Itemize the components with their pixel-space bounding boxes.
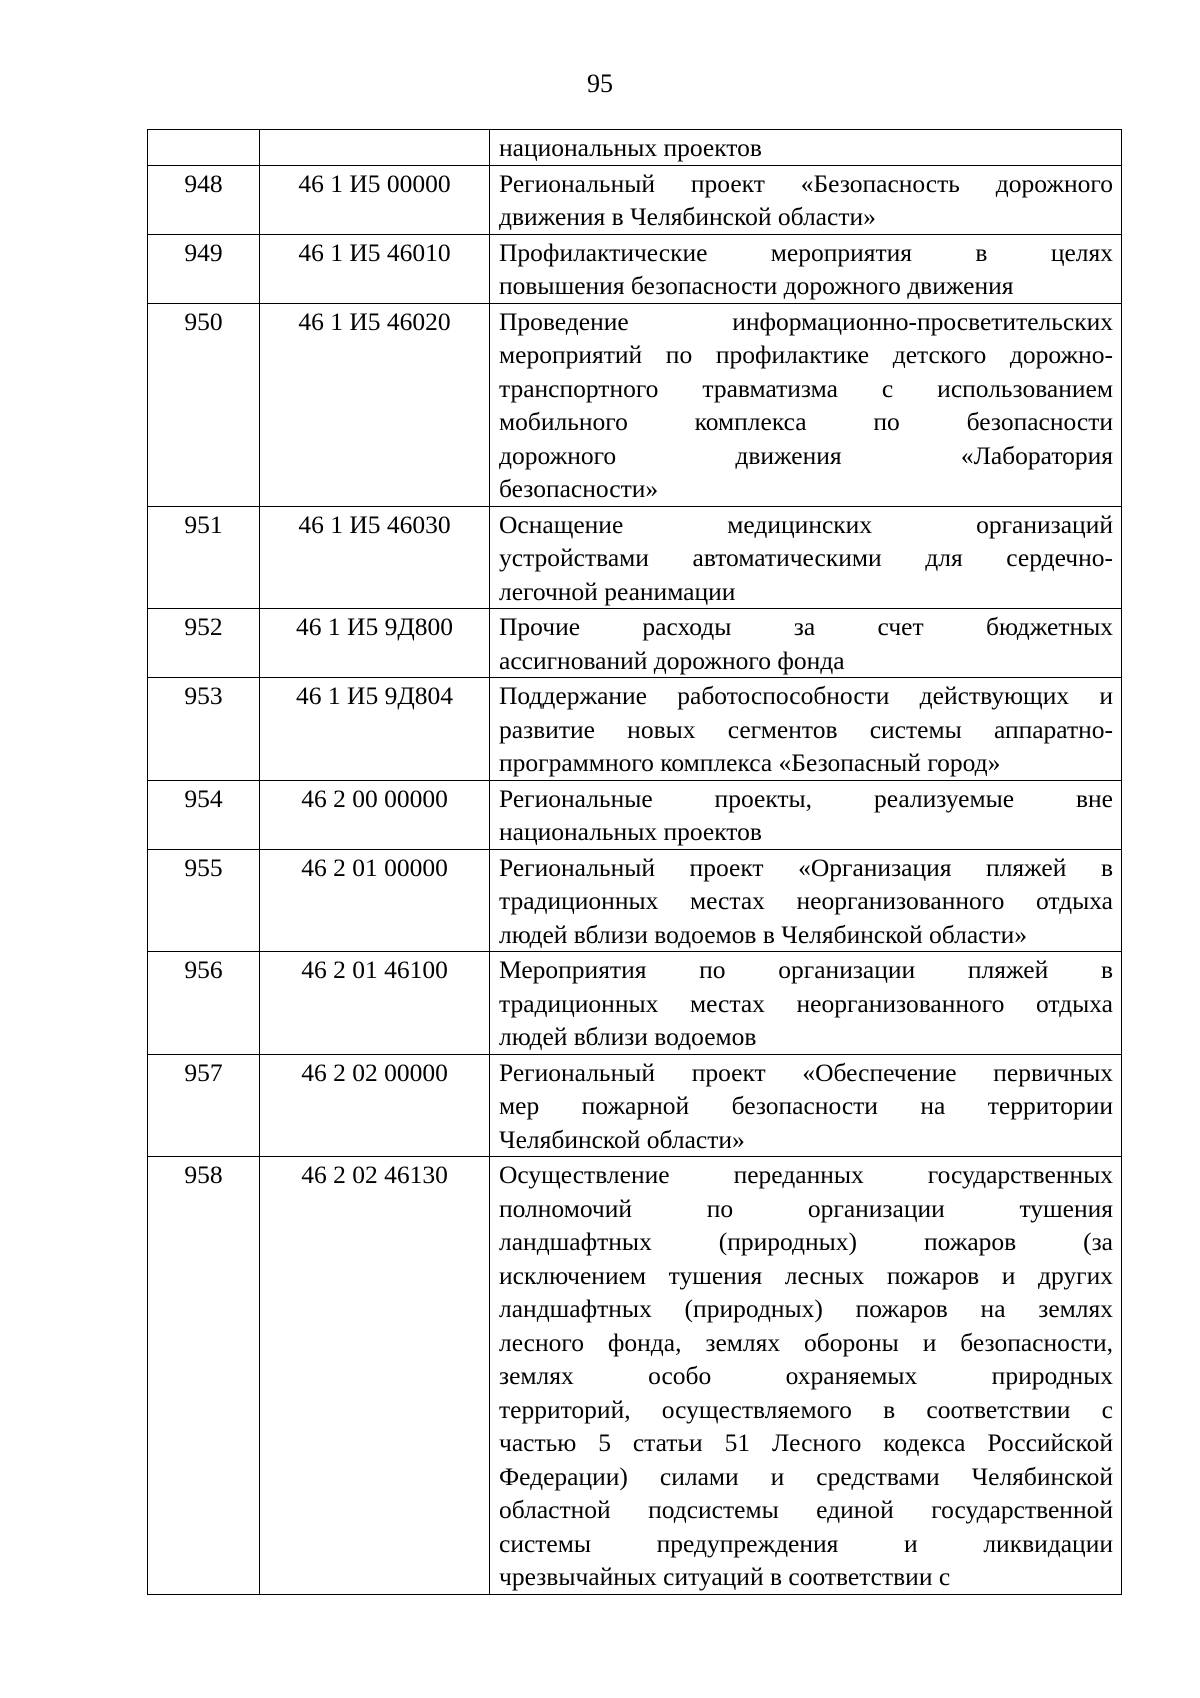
article-name-line: областной подсистемы единой государственной bbox=[499, 1495, 1113, 1524]
target-article-code: 46 2 02 46130 bbox=[260, 1157, 490, 1595]
article-name-line: ландшафтных (природных) пожаров (за bbox=[499, 1227, 1113, 1256]
table-row bbox=[148, 849, 1122, 952]
article-name-line: Оснащение медицинских организаций bbox=[499, 509, 1113, 539]
table-row bbox=[148, 678, 1122, 781]
article-name bbox=[490, 609, 1122, 678]
article-name-line: традиционных местах неорганизованного отдыха bbox=[499, 988, 1113, 1018]
target-article-code: 46 2 01 46100 bbox=[260, 952, 490, 1055]
article-name bbox=[490, 678, 1122, 781]
row-number: 953 bbox=[148, 678, 260, 781]
article-name-line: Региональный проект «Безопасность дорожного bbox=[499, 168, 1113, 198]
article-name-line: Осуществление переданных государственных bbox=[499, 1160, 1113, 1189]
article-name-line: национальных проектов bbox=[499, 817, 762, 846]
article-name bbox=[490, 1054, 1122, 1157]
article-name-line: движения в Челябинской области» bbox=[499, 202, 876, 231]
article-name bbox=[490, 506, 1122, 609]
table-body bbox=[148, 130, 1122, 1595]
table-row bbox=[148, 1157, 1122, 1595]
article-name-line: ассигнований дорожного фонда bbox=[499, 645, 845, 675]
article-name-line: Федерации) силами и средствами Челябинской bbox=[499, 1461, 1113, 1491]
article-name-line: полномочий по организации тушения bbox=[499, 1193, 1113, 1223]
row-number: 956 bbox=[148, 952, 260, 1055]
article-name-line: легочной реанимации bbox=[499, 576, 736, 606]
target-article-code: 46 1 И5 46010 bbox=[260, 234, 490, 303]
article-name-line: мобильного комплекса по безопасности bbox=[499, 407, 1113, 436]
row-number: 951 bbox=[148, 506, 260, 609]
target-article-code bbox=[260, 130, 490, 166]
article-name bbox=[490, 952, 1122, 1055]
row-number: 952 bbox=[148, 609, 260, 678]
target-article-code: 46 2 02 00000 bbox=[260, 1054, 490, 1157]
article-name-line: лесного фонда, землях обороны и безопасности, bbox=[499, 1327, 1113, 1357]
article-name-line: программного комплекса «Безопасный город» bbox=[499, 748, 1001, 777]
article-name-line: Поддержание работоспособности действующих и bbox=[499, 681, 1113, 710]
article-name-line: транспортного травматизма с использованием bbox=[499, 373, 1113, 403]
page-number: 95 bbox=[587, 69, 613, 98]
article-name-line: мероприятий по профилактике детского дорожно- bbox=[499, 340, 1113, 369]
article-name-line: национальных проектов bbox=[499, 133, 762, 162]
article-name-line: дорожного движения «Лаборатория bbox=[499, 440, 1113, 470]
article-name-line: устройствами автоматическими для сердечно- bbox=[499, 543, 1113, 572]
table-row bbox=[148, 780, 1122, 849]
article-name-line: системы предупреждения и ликвидации bbox=[499, 1528, 1113, 1558]
article-name bbox=[490, 165, 1122, 234]
row-number: 958 bbox=[148, 1157, 260, 1595]
article-name-line: развитие новых сегментов системы аппаратно- bbox=[499, 714, 1113, 744]
article-name bbox=[490, 1157, 1122, 1595]
table-row bbox=[148, 130, 1122, 166]
target-article-code: 46 1 И5 46030 bbox=[260, 506, 490, 609]
article-name-line: Профилактические мероприятия в целях bbox=[499, 237, 1113, 267]
table-row bbox=[148, 609, 1122, 678]
row-number: 957 bbox=[148, 1054, 260, 1157]
article-name-line: повышения безопасности дорожного движения bbox=[499, 271, 1014, 300]
row-number: 949 bbox=[148, 234, 260, 303]
target-article-code: 46 2 01 00000 bbox=[260, 849, 490, 952]
article-name-line: Региональный проект «Организация пляжей в bbox=[499, 852, 1113, 882]
row-number bbox=[148, 130, 260, 166]
article-name bbox=[490, 130, 1122, 166]
article-name-line: исключением тушения лесных пожаров и других bbox=[499, 1260, 1113, 1290]
row-number: 954 bbox=[148, 780, 260, 849]
article-name-line: Проведение информационно-просветительских bbox=[499, 306, 1113, 336]
article-name-line: безопасности» bbox=[499, 474, 659, 503]
target-article-code: 46 2 00 00000 bbox=[260, 780, 490, 849]
article-name-line: Прочие расходы за счет бюджетных bbox=[499, 612, 1113, 641]
table-row bbox=[148, 1054, 1122, 1157]
article-name-line: Челябинской области» bbox=[499, 1124, 745, 1154]
table-row bbox=[148, 165, 1122, 234]
article-name-line: мер пожарной безопасности на территории bbox=[499, 1091, 1113, 1120]
table-row bbox=[148, 952, 1122, 1055]
row-number: 955 bbox=[148, 849, 260, 952]
article-name-line: Региональный проект «Обеспечение первичных bbox=[499, 1057, 1113, 1087]
budget-classification-table bbox=[147, 129, 1122, 1595]
article-name-line: людей вблизи водоемов bbox=[499, 1022, 757, 1051]
table-row bbox=[148, 506, 1122, 609]
article-name-line: частью 5 статьи 51 Лесного кодекса Российской bbox=[499, 1428, 1113, 1457]
article-name-line: территорий, осуществляемого в соответствии с bbox=[499, 1394, 1113, 1424]
row-number: 948 bbox=[148, 165, 260, 234]
table-row bbox=[148, 303, 1122, 506]
article-name-line: землях особо охраняемых природных bbox=[499, 1361, 1113, 1390]
article-name bbox=[490, 780, 1122, 849]
table-row bbox=[148, 234, 1122, 303]
target-article-code: 46 1 И5 9Д804 bbox=[260, 678, 490, 781]
article-name bbox=[490, 234, 1122, 303]
article-name-line: Мероприятия по организации пляжей в bbox=[499, 955, 1113, 984]
article-name-line: чрезвычайных ситуаций в соответствии с bbox=[499, 1562, 951, 1591]
article-name-line: традиционных местах неорганизованного отдыха bbox=[499, 886, 1113, 915]
article-name-line: людей вблизи водоемов в Челябинской области» bbox=[499, 919, 1028, 949]
target-article-code: 46 1 И5 46020 bbox=[260, 303, 490, 506]
target-article-code: 46 1 И5 00000 bbox=[260, 165, 490, 234]
article-name bbox=[490, 303, 1122, 506]
article-name bbox=[490, 849, 1122, 952]
row-number: 950 bbox=[148, 303, 260, 506]
article-name-line: Региональные проекты, реализуемые вне bbox=[499, 783, 1113, 813]
article-name-line: ландшафтных (природных) пожаров на землях bbox=[499, 1294, 1113, 1323]
target-article-code: 46 1 И5 9Д800 bbox=[260, 609, 490, 678]
